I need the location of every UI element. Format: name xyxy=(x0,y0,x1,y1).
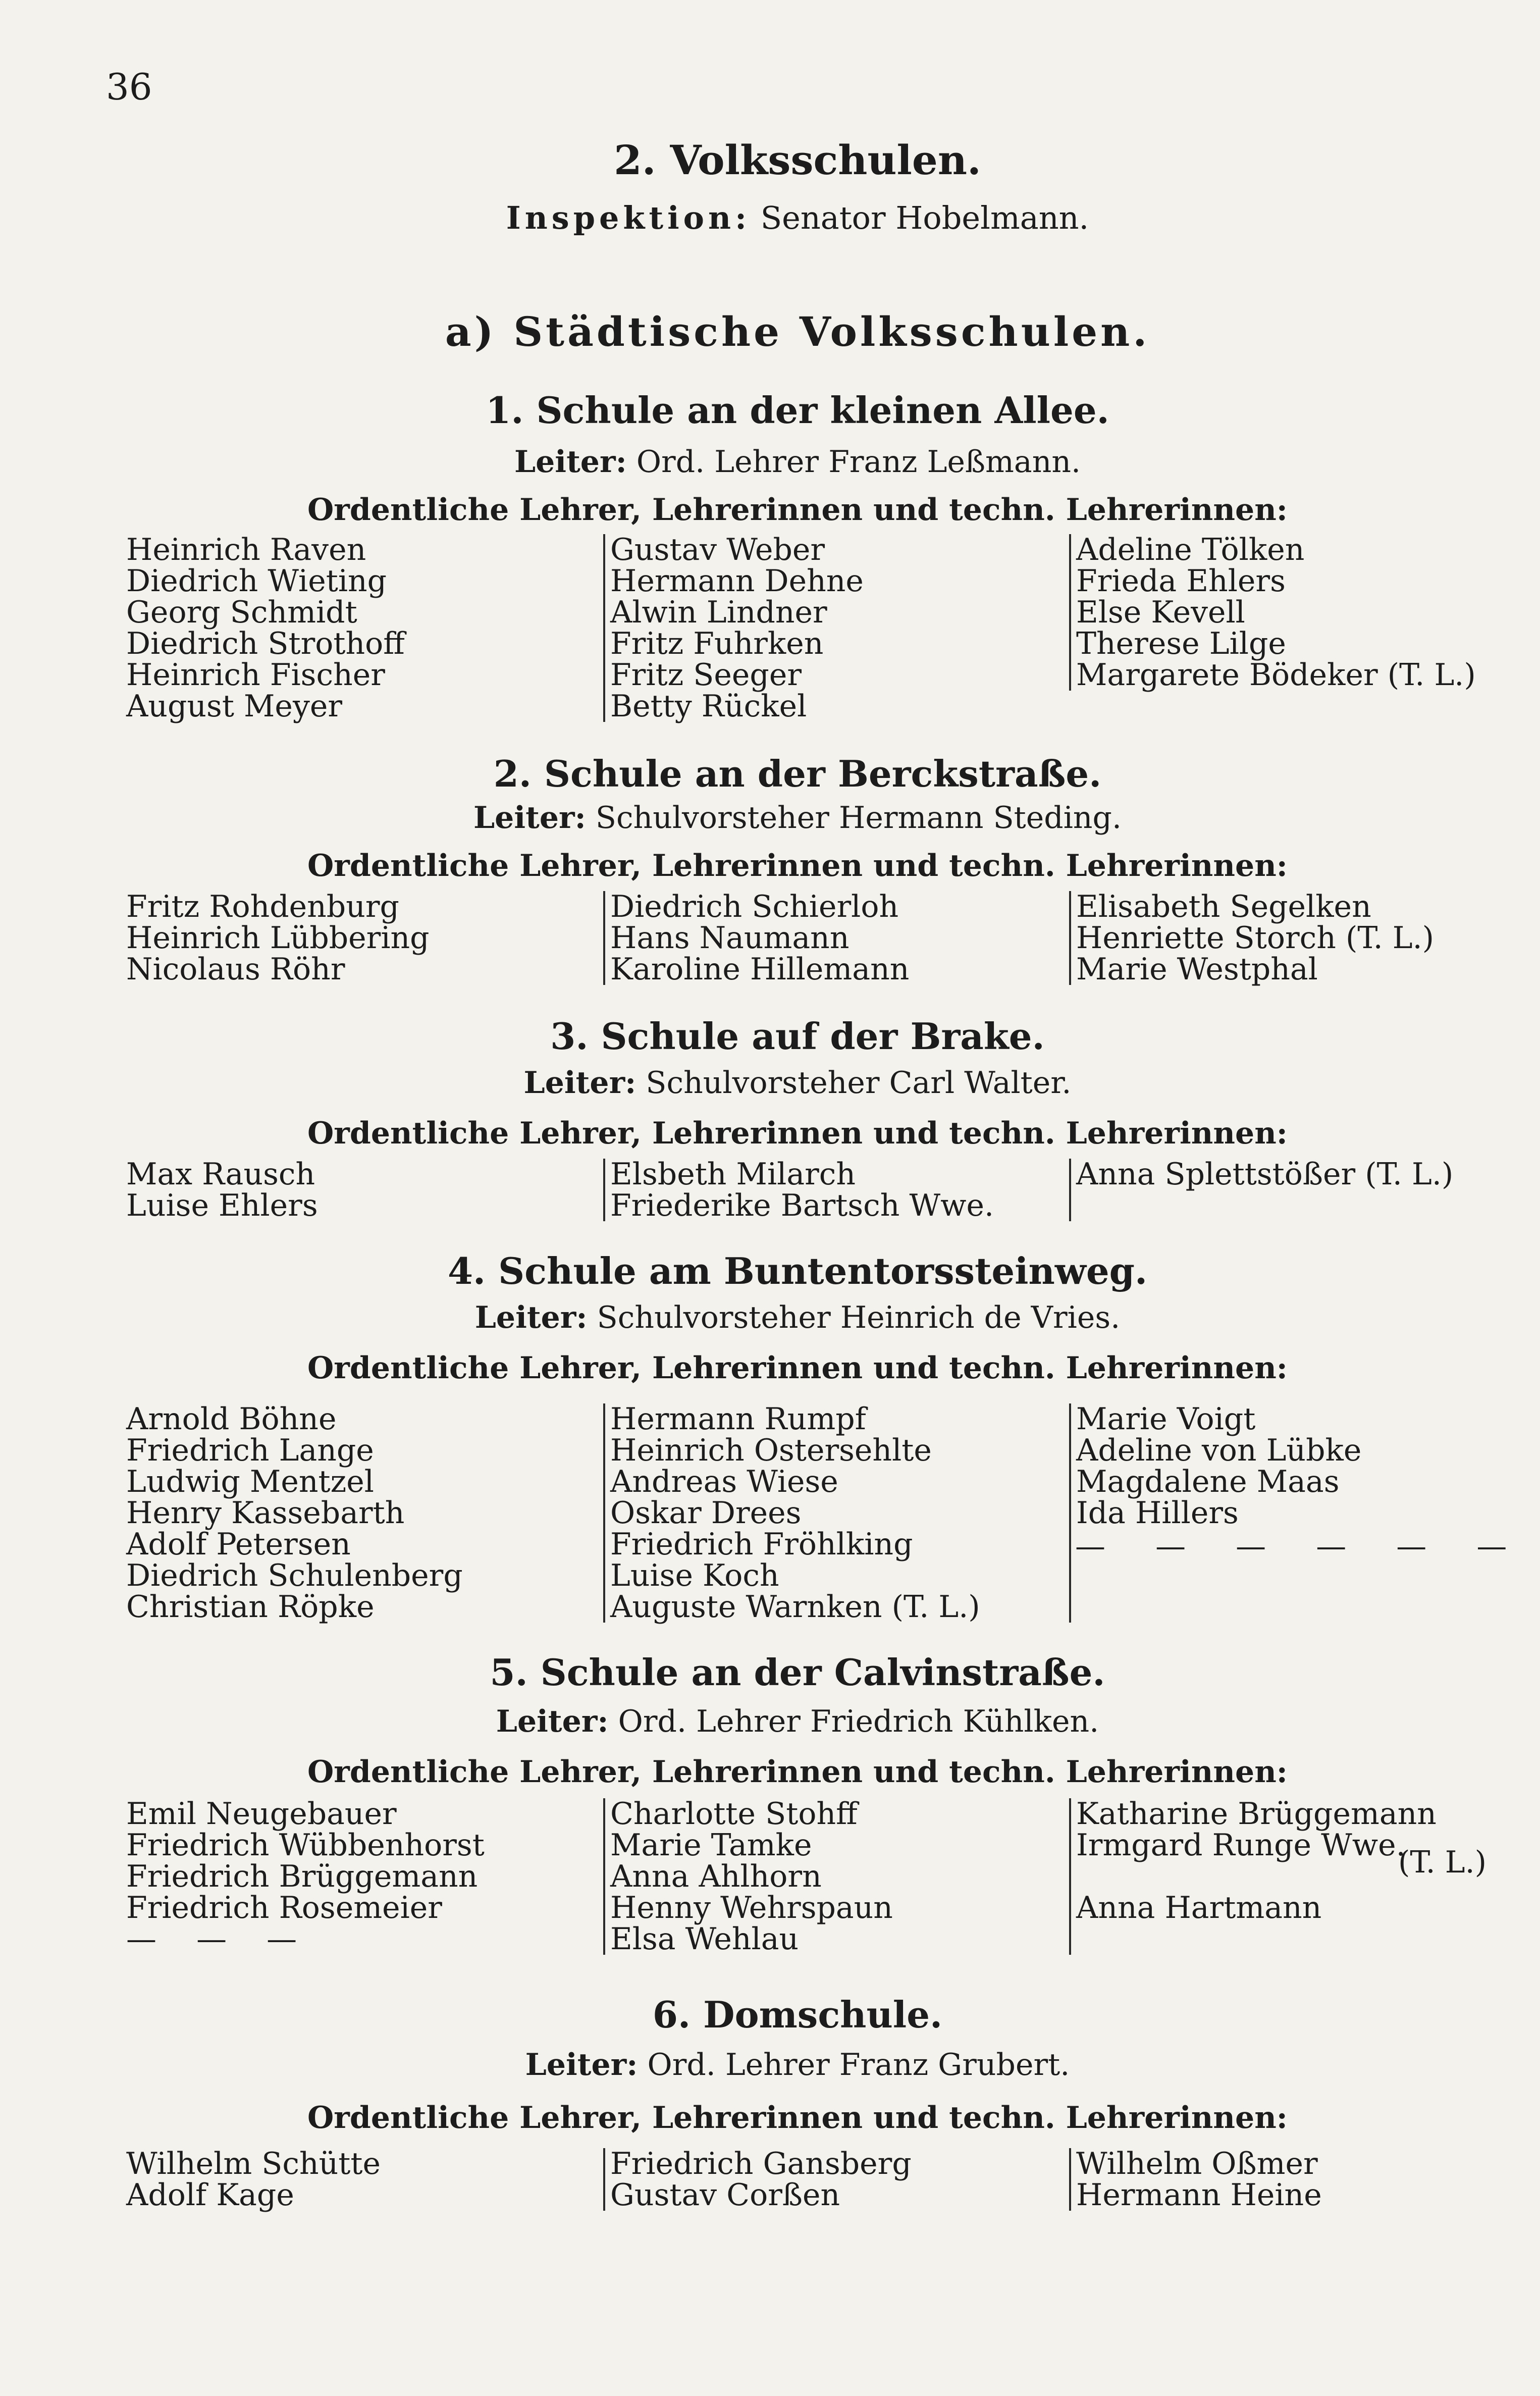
school-title: 5. Schule an der Calvinstraße. xyxy=(490,1651,1105,1694)
staff-name: Wilhelm Oßmer xyxy=(1076,2146,1318,2181)
staff-name: Gustav Corßen xyxy=(610,2177,840,2213)
staff-name: Hermann Dehne xyxy=(610,563,864,599)
leader-name: Ord. Lehrer Friedrich Kühlken. xyxy=(618,1704,1099,1739)
school-1-leader-block xyxy=(0,444,1540,480)
staff-name: Hermann Rumpf xyxy=(610,1401,866,1437)
staff-header: Ordentliche Lehrer, Lehrerinnen und techn. Lehrerinnen: xyxy=(307,848,1288,883)
staff-name: Marie Westphal xyxy=(1076,952,1318,987)
school-title: 2. Schule an der Berckstraße. xyxy=(493,752,1102,795)
school-leader xyxy=(116,444,1479,480)
staff-name: Nicolaus Röhr xyxy=(126,952,345,987)
school-title: 4. Schule am Buntentorssteinweg. xyxy=(447,1249,1148,1292)
staff-name: Friederike Bartsch Wwe. xyxy=(610,1188,994,1223)
staff-name: Heinrich Raven xyxy=(126,532,366,567)
staff-name: Magdalene Maas xyxy=(1076,1464,1340,1499)
school-3-title-block xyxy=(0,1015,1540,1058)
school-leader xyxy=(116,1065,1479,1101)
staff-column-1 xyxy=(126,1403,463,1623)
staff-name: Betty Rückel xyxy=(610,689,807,724)
staff-name: Else Kevell xyxy=(1076,595,1245,630)
school-5-staff-header-block xyxy=(0,1754,1540,1790)
staff-name: Ludwig Mentzel xyxy=(126,1464,374,1499)
school-title: 1. Schule an der kleinen Allee. xyxy=(486,389,1109,432)
staff-name: Charlotte Stohff xyxy=(610,1796,858,1832)
staff-name: Therese Lilge xyxy=(1076,626,1286,661)
leader-label: Leiter: xyxy=(525,2047,638,2082)
staff-name: Karoline Hillemann xyxy=(610,952,910,987)
staff-name: Adolf Kage xyxy=(126,2177,294,2213)
school-6-title-block xyxy=(0,1993,1540,2036)
staff-header: Ordentliche Lehrer, Lehrerinnen und techn. Lehrerinnen: xyxy=(307,1754,1288,1790)
staff-name: Heinrich Ostersehlte xyxy=(610,1433,932,1468)
staff-name: Friedrich Fröhlking xyxy=(610,1527,913,1562)
staff-name: Anna Ahlhorn xyxy=(610,1859,822,1894)
staff-name: Marie Voigt xyxy=(1076,1401,1256,1437)
school-leader xyxy=(116,2047,1479,2082)
staff-name: Fritz Fuhrken xyxy=(610,626,824,661)
staff-name: Elisabeth Segelken xyxy=(1076,889,1371,924)
staff-name: Diedrich Wieting xyxy=(126,563,387,599)
staff-column-2 xyxy=(603,1403,980,1623)
staff-column-1 xyxy=(126,534,405,722)
staff-name: Henriette Storch (T. L.) xyxy=(1076,920,1435,956)
staff-name: Arnold Böhne xyxy=(126,1401,337,1437)
staff-name: Diedrich Strothoff xyxy=(126,626,405,661)
staff-name: Andreas Wiese xyxy=(610,1464,838,1499)
staff-name: Luise Koch xyxy=(610,1558,779,1593)
staff-column-3 xyxy=(1069,891,1434,985)
school-4-staff-header-block xyxy=(0,1350,1540,1386)
staff-column-3 xyxy=(1069,1403,1361,1623)
staff-name: Anna Splettstößer (T. L.) xyxy=(1076,1157,1454,1192)
staff-name: Hans Naumann xyxy=(610,920,849,956)
staff-name: Friedrich Lange xyxy=(126,1433,374,1468)
staff-name: Elsbeth Milarch xyxy=(610,1157,856,1192)
staff-name: Anna Hartmann xyxy=(1076,1890,1322,1925)
school-4-leader-block xyxy=(0,1300,1540,1335)
leader-label: Leiter: xyxy=(473,800,586,836)
school-leader xyxy=(116,1300,1479,1335)
school-5-title-block xyxy=(0,1651,1540,1694)
inspection-label: Inspektion: xyxy=(506,199,751,236)
inspection-line xyxy=(116,199,1479,236)
staff-column-1 xyxy=(126,1159,318,1221)
staff-header: Ordentliche Lehrer, Lehrerinnen und techn. Lehrerinnen: xyxy=(307,2100,1288,2135)
leader-label: Leiter: xyxy=(474,1300,588,1335)
leader-name: Ord. Lehrer Franz Leßmann. xyxy=(636,444,1081,480)
leader-name: Schulvorsteher Hermann Steding. xyxy=(595,800,1122,836)
leader-name: Schulvorsteher Heinrich de Vries. xyxy=(597,1300,1121,1335)
staff-name: Adeline Tölken xyxy=(1076,532,1305,567)
school-title: 6. Domschule. xyxy=(652,1993,943,2036)
staff-name: Katharine Brüggemann xyxy=(1076,1796,1437,1832)
staff-name: Adolf Petersen xyxy=(126,1527,351,1562)
staff-name: Luise Ehlers xyxy=(126,1188,318,1223)
dash-separator: — — — — — — xyxy=(1075,1529,1527,1564)
staff-name: Fritz Rohdenburg xyxy=(126,889,399,924)
school-leader xyxy=(116,800,1479,836)
school-3-leader-block xyxy=(0,1065,1540,1101)
staff-name: Friedrich Gansberg xyxy=(610,2146,912,2181)
staff-name: Henry Kassebarth xyxy=(126,1495,405,1531)
school-title: 3. Schule auf der Brake. xyxy=(550,1015,1045,1058)
school-2-staff-header-block xyxy=(0,848,1540,883)
staff-name: Margarete Bödeker (T. L.) xyxy=(1076,657,1476,693)
school-2-title-block xyxy=(0,752,1540,795)
subsection-title-block xyxy=(0,308,1540,355)
page-number: 36 xyxy=(106,66,152,108)
staff-name: Oskar Drees xyxy=(610,1495,802,1531)
school-1-staff-header-block xyxy=(0,492,1540,528)
staff-column-1 xyxy=(126,891,430,985)
school-leader xyxy=(116,1704,1479,1739)
staff-column-2 xyxy=(603,2148,912,2211)
staff-name: Christian Röpke xyxy=(126,1589,375,1625)
staff-column-2 xyxy=(603,1798,893,1955)
staff-name: Irmgard Runge Wwe. xyxy=(1076,1828,1406,1863)
staff-column-3 xyxy=(1069,1159,1453,1221)
staff-name: Gustav Weber xyxy=(610,532,825,567)
staff-name: Heinrich Lübbering xyxy=(126,920,430,956)
staff-name: August Meyer xyxy=(126,689,343,724)
school-4-title-block xyxy=(0,1249,1540,1292)
staff-name: Fritz Seeger xyxy=(610,657,802,693)
staff-name: Auguste Warnken (T. L.) xyxy=(610,1589,980,1625)
staff-name: Emil Neugebauer xyxy=(126,1796,397,1832)
leader-label: Leiter: xyxy=(496,1704,609,1739)
staff-name: Elsa Wehlau xyxy=(610,1921,799,1957)
leader-name: Ord. Lehrer Franz Grubert. xyxy=(647,2047,1070,2082)
staff-column-1 xyxy=(126,2148,381,2211)
section-title-block xyxy=(0,136,1540,184)
staff-name: Wilhelm Schütte xyxy=(126,2146,381,2181)
staff-name: Marie Tamke xyxy=(610,1828,812,1863)
staff-header: Ordentliche Lehrer, Lehrerinnen und techn. Lehrerinnen: xyxy=(307,492,1288,528)
staff-name: Alwin Lindner xyxy=(610,595,827,630)
staff-name: Henny Wehrspaun xyxy=(610,1890,893,1925)
staff-name: Frieda Ehlers xyxy=(1076,563,1286,599)
staff-name: Heinrich Fischer xyxy=(126,657,385,693)
staff-column-2 xyxy=(603,891,909,985)
staff-header: Ordentliche Lehrer, Lehrerinnen und techn. Lehrerinnen: xyxy=(307,1116,1288,1151)
school-1-title-block xyxy=(0,389,1540,432)
staff-name: Friedrich Brüggemann xyxy=(126,1859,478,1894)
staff-name: Friedrich Rosemeier xyxy=(126,1890,442,1925)
teacher-note: (T. L.) xyxy=(1398,1845,1487,1880)
staff-name: Diedrich Schierloh xyxy=(610,889,899,924)
staff-column-1 xyxy=(126,1798,485,1955)
staff-column-2 xyxy=(603,534,864,722)
staff-column-2 xyxy=(603,1159,994,1221)
inspection-block xyxy=(0,199,1540,236)
staff-name: Ida Hillers xyxy=(1076,1495,1239,1531)
section-title: 2. Volksschulen. xyxy=(614,136,981,184)
staff-name: Max Rausch xyxy=(126,1157,315,1192)
school-6-staff-header-block xyxy=(0,2100,1540,2135)
staff-name: Friedrich Wübbenhorst xyxy=(126,1828,485,1863)
school-2-leader-block xyxy=(0,800,1540,836)
leader-label: Leiter: xyxy=(514,444,627,480)
staff-column-3 xyxy=(1069,2148,1322,2211)
staff-name: Hermann Heine xyxy=(1076,2177,1322,2213)
staff-column-3 xyxy=(1069,1798,1437,1955)
school-5-leader-block xyxy=(0,1704,1540,1739)
school-3-staff-header-block xyxy=(0,1116,1540,1151)
subsection-title: a) Städtische Volksschulen. xyxy=(445,308,1150,355)
dash-separator: — — — xyxy=(126,1921,312,1957)
staff-name: Adeline von Lübke xyxy=(1076,1433,1362,1468)
staff-column-3 xyxy=(1069,534,1476,691)
staff-name: Georg Schmidt xyxy=(126,595,357,630)
staff-header: Ordentliche Lehrer, Lehrerinnen und techn. Lehrerinnen: xyxy=(307,1350,1288,1386)
inspection-value: Senator Hobelmann. xyxy=(760,199,1089,236)
school-6-leader-block xyxy=(0,2047,1540,2082)
leader-label: Leiter: xyxy=(523,1065,636,1101)
leader-name: Schulvorsteher Carl Walter. xyxy=(646,1065,1072,1101)
staff-name: Diedrich Schulenberg xyxy=(126,1558,463,1593)
